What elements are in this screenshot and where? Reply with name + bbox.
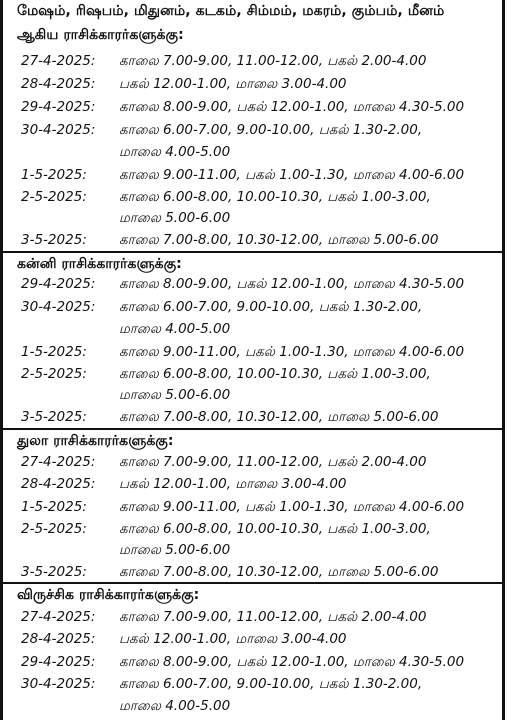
time-slots: காலை 6.00-8.00, 10.00-10.30, பகல் 1.00-3.00, [119, 366, 431, 382]
list-item [3, 53, 502, 75]
section-heading: துலா ராசிக்காரர்களுக்கு: [17, 433, 174, 449]
list-item [3, 609, 502, 631]
list-item [3, 366, 502, 388]
date-label: 30-4-2025: [21, 676, 96, 692]
time-slots: காலை 6.00-7.00, 9.00-10.00, பகல் 1.30-2.00, [119, 676, 423, 692]
date-label: 3-5-2025: [21, 232, 87, 248]
list-item [3, 299, 502, 321]
list-item [3, 189, 502, 211]
time-slots: பகல் 12.00-1.00, மாலை 3.00-4.00 [119, 476, 347, 492]
date-label: 3-5-2025: [21, 564, 87, 580]
time-slots: காலை 7.00-8.00, 10.30-12.00, மாலை 5.00-6.00 [119, 409, 439, 425]
section-heading: மேஷம், ரிஷபம், மிதுனம், கடகம், சிம்மம், மகரம், கும்பம், மீனம் [17, 3, 445, 19]
date-label: 27-4-2025: [21, 454, 96, 470]
date-label: 1-5-2025: [21, 344, 87, 360]
time-slots: காலை 6.00-7.00, 9.00-10.00, பகல் 1.30-2.00, [119, 122, 423, 138]
list-item [3, 321, 502, 343]
date-label: 2-5-2025: [21, 366, 87, 382]
list-item [3, 167, 502, 189]
time-slots: காலை 7.00-8.00, 10.30-12.00, மாலை 5.00-6.00 [119, 232, 439, 248]
date-label: 29-4-2025: [21, 99, 96, 115]
time-slots: காலை 9.00-11.00, பகல் 1.00-1.30, மாலை 4.00-6.00 [119, 499, 465, 515]
time-slots: மாலை 5.00-6.00 [119, 210, 231, 226]
date-label: 29-4-2025: [21, 276, 96, 292]
section-divider [3, 251, 502, 253]
time-slots: காலை 6.00-7.00, 9.00-10.00, பகல் 1.30-2.00, [119, 299, 423, 315]
time-slots: காலை 8.00-9.00, பகல் 12.00-1.00, மாலை 4.30-5.00 [119, 99, 465, 115]
time-slots: காலை 8.00-9.00, பகல் 12.00-1.00, மாலை 4.30-5.00 [119, 654, 465, 670]
time-slots: காலை 7.00-9.00, 11.00-12.00, பகல் 2.00-4.00 [119, 609, 427, 625]
date-label: 30-4-2025: [21, 299, 96, 315]
section-divider [3, 428, 502, 430]
list-item [3, 99, 502, 121]
list-item [3, 122, 502, 144]
date-label: 29-4-2025: [21, 654, 96, 670]
list-item [3, 210, 502, 232]
date-label: 28-4-2025: [21, 76, 96, 92]
list-item [3, 76, 502, 98]
time-slots: காலை 6.00-8.00, 10.00-10.30, பகல் 1.00-3.00, [119, 189, 431, 205]
date-label: 1-5-2025: [21, 167, 87, 183]
time-slots: மாலை 4.00-5.00 [119, 321, 231, 337]
time-slots: காலை 7.00-9.00, 11.00-12.00, பகல் 2.00-4.00 [119, 454, 427, 470]
list-item [3, 144, 502, 166]
list-item [3, 499, 502, 521]
time-slots: மாலை 5.00-6.00 [119, 387, 231, 403]
date-label: 3-5-2025: [21, 409, 87, 425]
list-item [3, 476, 502, 498]
time-slots: காலை 9.00-11.00, பகல் 1.00-1.30, மாலை 4.00-6.00 [119, 344, 465, 360]
time-slots: மாலை 5.00-6.00 [119, 542, 231, 558]
section-heading: ஆகிய ராசிக்காரர்களுக்கு: [17, 27, 184, 43]
date-label: 1-5-2025: [21, 499, 87, 515]
list-item [3, 698, 502, 720]
list-item [3, 631, 502, 653]
date-label: 30-4-2025: [21, 122, 96, 138]
time-slots: காலை 6.00-8.00, 10.00-10.30, பகல் 1.00-3.00, [119, 521, 431, 537]
section-heading: விருச்சிக ராசிக்காரர்களுக்கு: [17, 587, 200, 603]
list-item [3, 676, 502, 698]
time-slots: காலை 9.00-11.00, பகல் 1.00-1.30, மாலை 4.00-6.00 [119, 167, 465, 183]
time-slots: மாலை 4.00-5.00 [119, 698, 231, 714]
date-label: 28-4-2025: [21, 631, 96, 647]
date-label: 2-5-2025: [21, 521, 87, 537]
list-item [3, 387, 502, 409]
time-slots: பகல் 12.00-1.00, மாலை 3.00-4.00 [119, 631, 347, 647]
time-slots: காலை 8.00-9.00, பகல் 12.00-1.00, மாலை 4.30-5.00 [119, 276, 465, 292]
list-item [3, 276, 502, 298]
time-slots: காலை 7.00-8.00, 10.30-12.00, மாலை 5.00-6.00 [119, 564, 439, 580]
section-heading: கன்னி ராசிக்காரர்களுக்கு: [17, 256, 182, 272]
time-slots: காலை 7.00-9.00, 11.00-12.00, பகல் 2.00-4.00 [119, 53, 427, 69]
list-item [3, 542, 502, 564]
list-item [3, 454, 502, 476]
section-divider [3, 582, 502, 584]
date-label: 27-4-2025: [21, 609, 96, 625]
time-slots: பகல் 12.00-1.00, மாலை 3.00-4.00 [119, 76, 347, 92]
list-item [3, 521, 502, 543]
list-item [3, 344, 502, 366]
time-slots: மாலை 4.00-5.00 [119, 144, 231, 160]
date-label: 28-4-2025: [21, 476, 96, 492]
date-label: 27-4-2025: [21, 53, 96, 69]
date-label: 2-5-2025: [21, 189, 87, 205]
list-item [3, 654, 502, 676]
